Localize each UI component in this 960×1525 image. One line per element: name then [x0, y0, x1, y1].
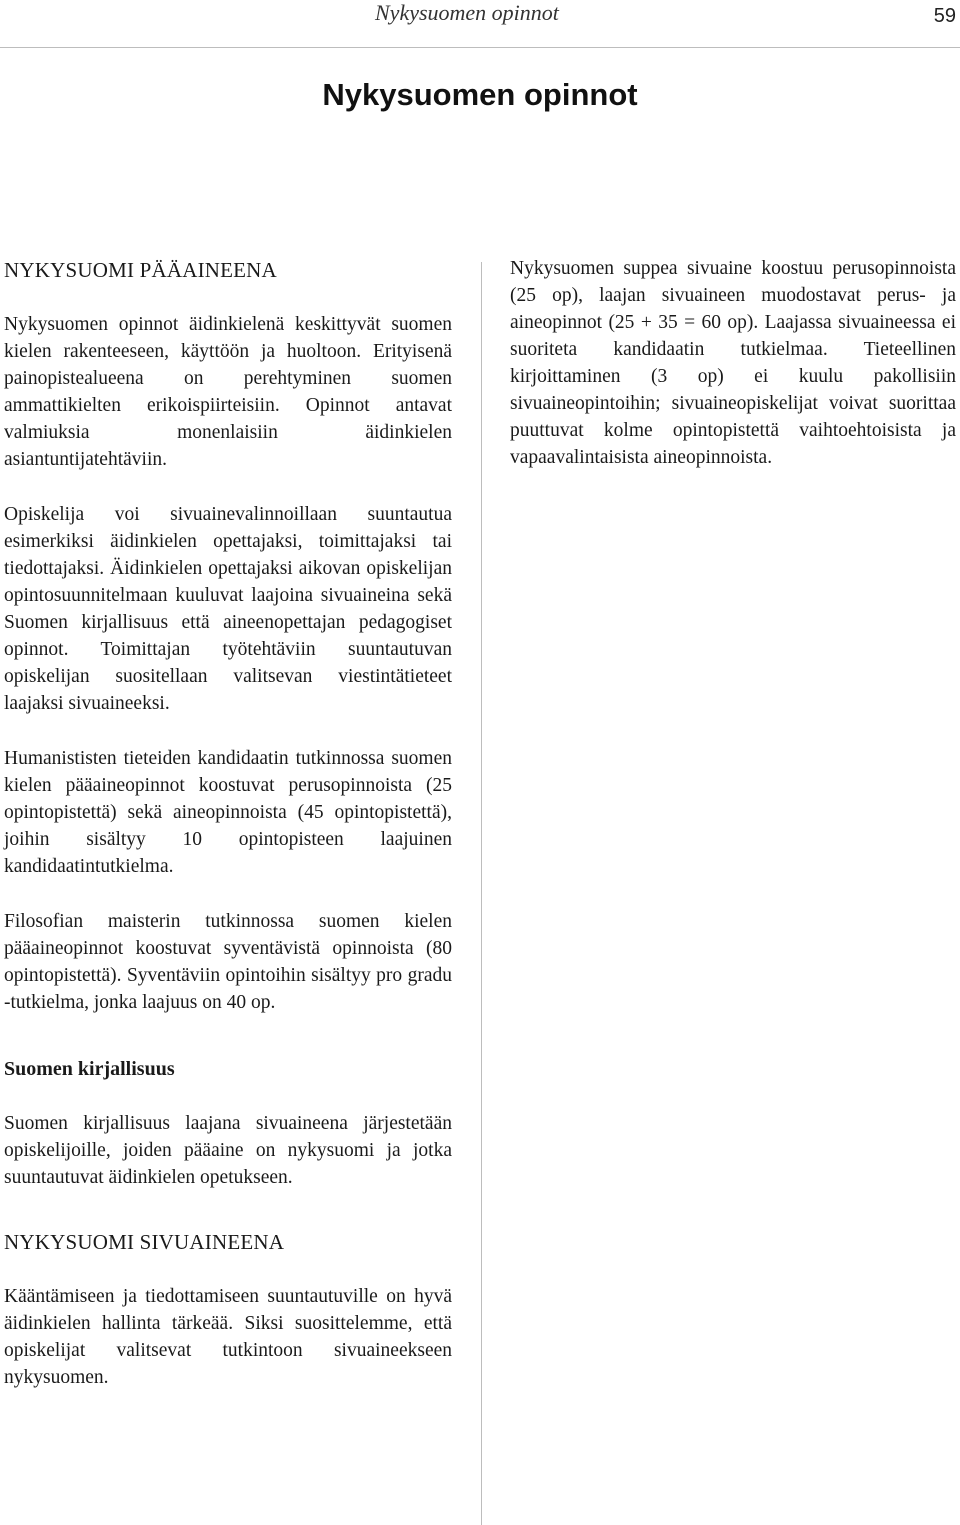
column-divider — [481, 262, 482, 1525]
right-column — [510, 255, 956, 499]
running-header — [0, 0, 960, 48]
left-column — [4, 255, 452, 1419]
section-heading-kirjallisuus: Suomen kirjallisuus — [4, 1058, 175, 1080]
paragraph-sivuaine: Kääntämiseen ja tiedottamiseen suuntautuville on hyvä äidinkielen hallinta tärkeää. Siksi suosittelemme, että opiskelijat valitsevat tutkintoon sivuaineekseen nykysuomen. — [4, 1286, 452, 1388]
paragraph-intro: Nykysuomen opinnot äidinkielenä keskittyvät suomen kielen rakenteeseen, käyttöön ja huoltoon. Erityisenä painopistealueena on perehtyminen suomen ammattikielten erikoispiirteisiin. Opinnot antavat valmiuksia monenlaisiin äidinkielen asiantuntijatehtäviin. — [4, 314, 452, 470]
section-heading-paaaine: NYKYSUOMI PÄÄAINEENA — [4, 258, 277, 282]
paragraph-suuntautuminen: Opiskelija voi sivuainevalinnoillaan suuntautua esimerkiksi äidinkielen opettajaksi, toimittajaksi tai tiedottajaksi. Äidinkielen opettajaksi aikovan opiskelijan opintosuunnitelmaan kuuluvat laajoina sivuaineina sekä Suomen kirjallisuus että aineenopettajan pedagogiset opinnot. Toimittajan työtehtäviin suuntautuvan opiskelijan suositellaan valitsevan viestintätieteet laajaksi sivuaineeksi. — [4, 504, 452, 714]
page-number: 59 — [933, 5, 956, 27]
paragraph-sivuaine-laajuus: Nykysuomen suppea sivuaine koostuu perusopinnoista (25 op), laajan sivuaineen muodostavat perus- ja aineopinnot (25 + 35 = 60 op). Laajassa sivuaineessa ei suoriteta kandidaatin tutkielmaa. Tieteellinen kirjoittaminen (3 op) ei kuulu pakollisiin sivuaineopintoihin; sivuaineopiskelijat voivat suorittaa puuttuvat kolme opintopistettä vaihtoehtoisista ja vapaavalintaisista aineopinnoista. — [510, 258, 956, 468]
paragraph-maisteri: Filosofian maisterin tutkinnossa suomen kielen pääaineopinnot koostuvat syventävistä opinnoista (80 opintopistettä). Syventäviin opintoihin sisältyy pro gradu -tutkielma, jonka laajuus on 40 op. — [4, 911, 452, 1013]
running-title: Nykysuomen opinnot — [375, 0, 559, 25]
paragraph-kirjallisuus: Suomen kirjallisuus laajana sivuaineena järjestetään opiskelijoille, joiden pääaine on nykysuomi ja jotka suuntautuvat äidinkielen opetukseen. — [4, 1113, 452, 1188]
page-title: Nykysuomen opinnot — [322, 77, 638, 112]
section-heading-sivuaine: NYKYSUOMI SIVUAINEENA — [4, 1230, 285, 1254]
paragraph-kandidaatti: Humanististen tieteiden kandidaatin tutkinnossa suomen kielen pääaineopinnot koostuvat perusopinnoista (25 opintopistettä) sekä aineopinnoista (45 opintopistettä), joihin sisältyy 10 opintopisteen laajuinen kandidaatintutkielma. — [4, 748, 452, 877]
